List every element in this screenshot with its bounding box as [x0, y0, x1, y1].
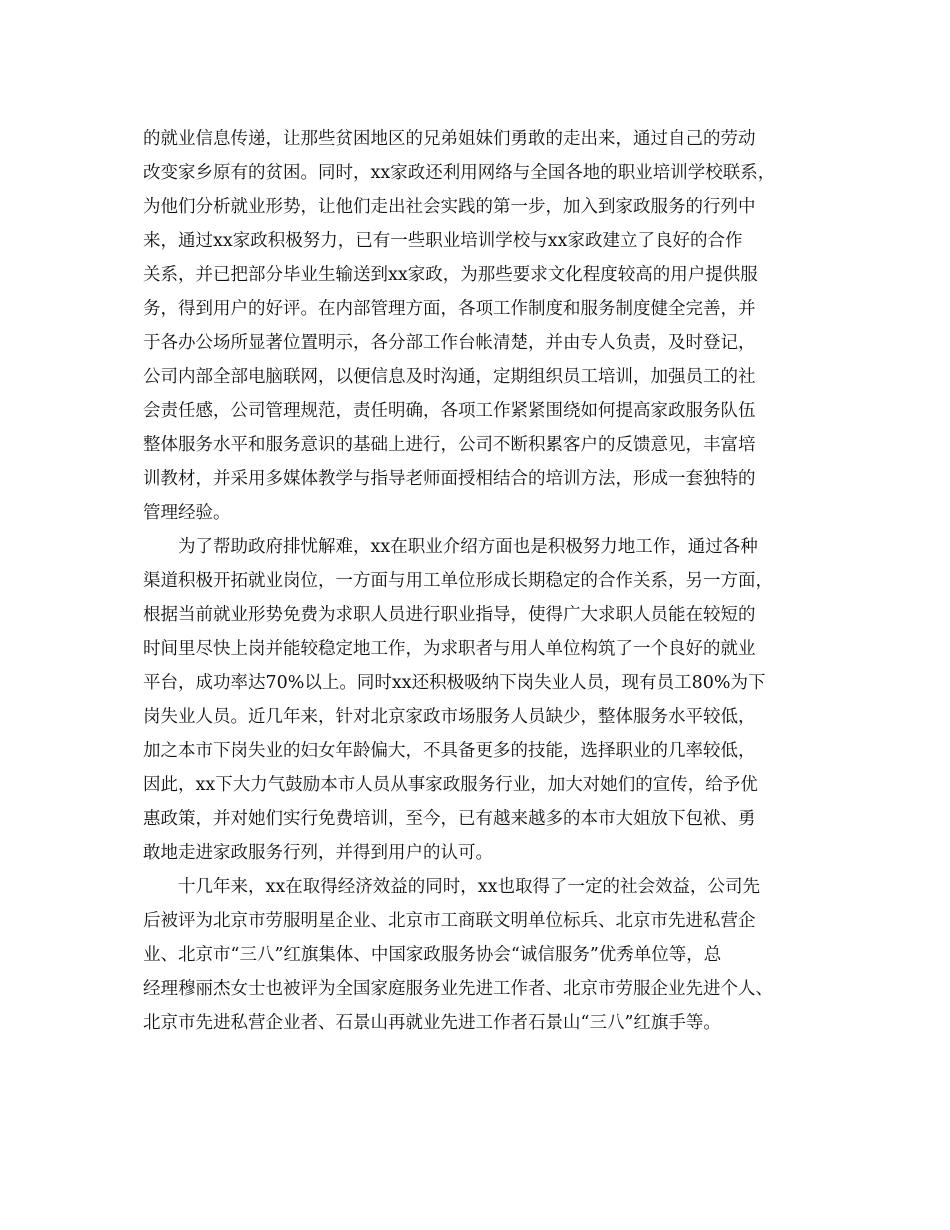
- text-line: 于各办公场所显著位置明示，各分部工作台帐清楚，并由专人负责，及时登记，: [143, 333, 756, 353]
- text-line: 惠政策，并对她们实行免费培训，至今，已有越来越多的本市大姐放下包袱、勇: [143, 809, 756, 829]
- paragraph-2: [143, 530, 808, 870]
- text-line: 敢地走进家政服务行列，并得到用户的认可。: [143, 843, 493, 863]
- text-line: 的就业信息传递，让那些贫困地区的兄弟姐妹们勇敢的走出来，通过自己的劳动: [143, 129, 756, 149]
- text-line: 平台，成功率达70%以上。同时xx还积极吸纳下岗失业人员，现有员工80%为下: [143, 673, 766, 693]
- text-line: 渠道积极开拓就业岗位，一方面与用工单位形成长期稳定的合作关系，另一方面，: [143, 571, 773, 591]
- text-line: 根据当前就业形势免费为求职人员进行职业指导，使得广大求职人员能在较短的: [143, 605, 756, 625]
- text-line: 训教材，并采用多媒体教学与指导老师面授相结合的培训方法，形成一套独特的: [143, 469, 756, 489]
- text-line: 改变家乡原有的贫困。同时，xx家政还利用网络与全国各地的职业培训学校联系，: [143, 163, 776, 183]
- text-line: 来，通过xx家政积极努力，已有一些职业培训学校与xx家政建立了良好的合作: [143, 231, 743, 251]
- text-line: 公司内部全部电脑联网，以便信息及时沟通，定期组织员工培训，加强员工的社: [143, 367, 756, 387]
- text-line: 因此，xx下大力气鼓励本市人员从事家政服务行业，加大对她们的宣传，给予优: [143, 775, 758, 795]
- document-page: [143, 122, 808, 1040]
- paragraph-3: [143, 870, 808, 1040]
- text-line: 业、北京市“三八”红旗集体、中国家政服务协会“诚信服务”优秀单位等，总: [143, 945, 722, 965]
- text-line: 关系，并已把部分毕业生输送到xx家政，为那些要求文化程度较高的用户提供服: [143, 265, 758, 285]
- text-line: 加之本市下岗失业的妇女年龄偏大，不具备更多的技能，选择职业的几率较低，: [143, 741, 756, 761]
- text-line: 时间里尽快上岗并能较稳定地工作，为求职者与用人单位构筑了一个良好的就业: [143, 639, 756, 659]
- paragraph-1: [143, 122, 808, 530]
- text-line: 为了帮助政府排忧解难，xx在职业介绍方面也是积极努力地工作，通过各种: [178, 537, 758, 557]
- text-line: 岗失业人员。近几年来，针对北京家政市场服务人员缺少，整体服务水平较低，: [143, 707, 756, 727]
- text-line: 经理穆丽杰女士也被评为全国家庭服务业先进工作者、北京市劳服企业先进个人、: [143, 979, 773, 999]
- text-line: 整体服务水平和服务意识的基础上进行，公司不断积累客户的反馈意见，丰富培: [143, 435, 756, 455]
- text-line: 后被评为北京市劳服明星企业、北京市工商联文明单位标兵、北京市先进私营企: [143, 911, 756, 931]
- text-line: 务，得到用户的好评。在内部管理方面，各项工作制度和服务制度健全完善，并: [143, 299, 756, 319]
- text-line: 为他们分析就业形势，让他们走出社会实践的第一步，加入到家政服务的行列中: [143, 197, 756, 217]
- text-line: 会责任感，公司管理规范，责任明确，各项工作紧紧围绕如何提高家政服务队伍: [143, 401, 756, 421]
- text-line: 十几年来，xx在取得经济效益的同时，xx也取得了一定的社会效益，公司先: [178, 877, 760, 897]
- text-line: 管理经验。: [143, 503, 231, 523]
- text-line: 北京市先进私营企业者、石景山再就业先进工作者石景山“三八”红旗手等。: [143, 1013, 721, 1033]
